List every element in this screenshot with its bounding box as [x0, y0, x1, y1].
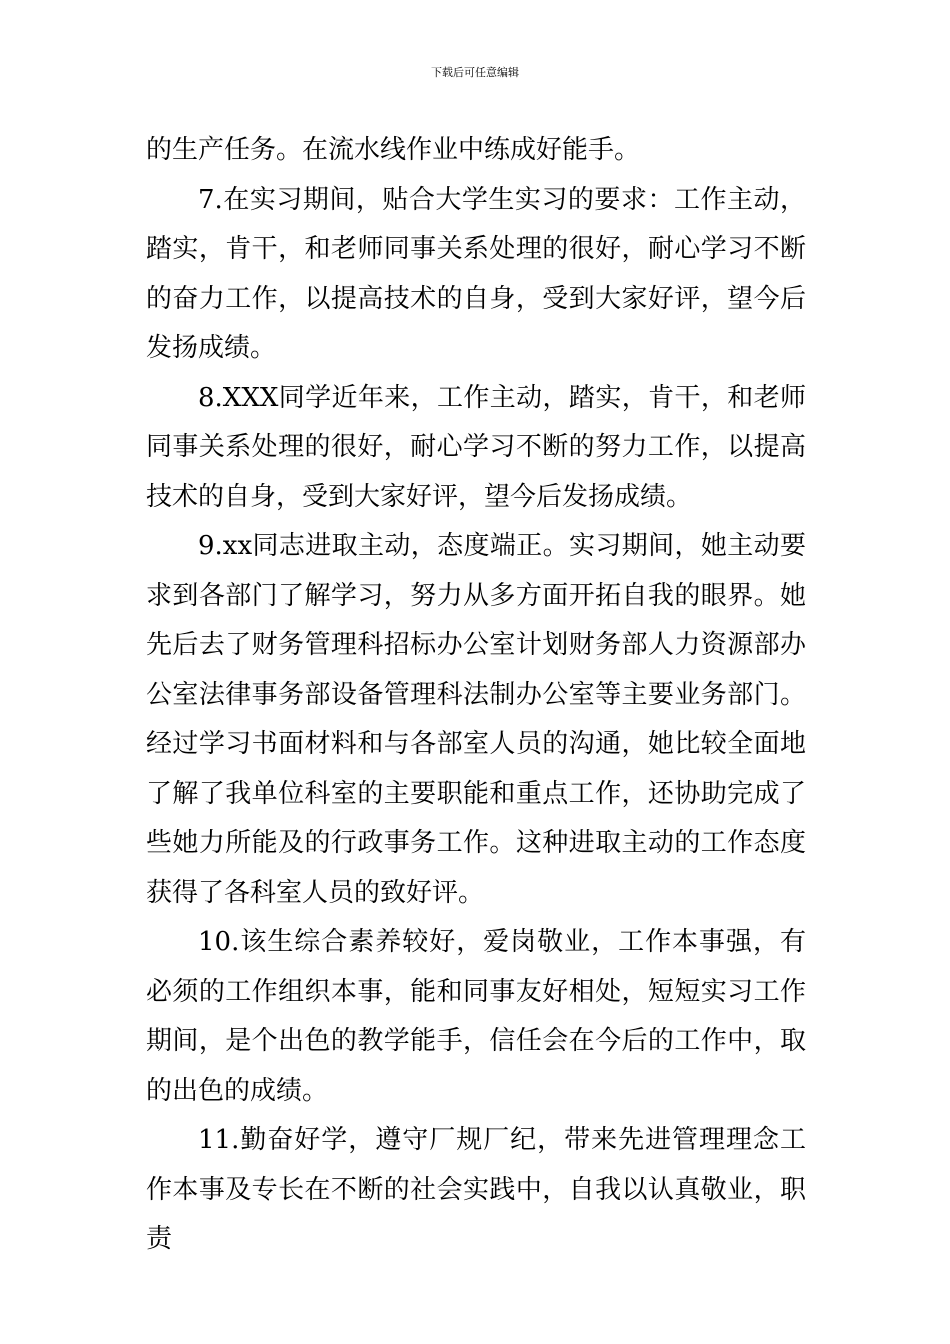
paragraph-item-11: 11.勤奋好学，遵守厂规厂纪，带来先进管理理念工作本事及专长在不断的社会实践中，自我以认真敬业，职责 — [146, 1125, 806, 1254]
document-body — [146, 126, 806, 1265]
paragraph-item-10: 10.该生综合素养较好，爱岗敬业，工作本事强，有必须的工作组织本事，能和同事友好相处，短短实习工作期间，是个出色的教学能手，信任会在今后的工作中，取的出色的成绩。 — [146, 927, 806, 1106]
paragraph-item-8: 8.XXX同学近年来，工作主动，踏实，肯干，和老师同事关系处理的很好，耐心学习不断的努力工作，以提高技术的自身，受到大家好评，望今后发扬成绩。 — [146, 382, 806, 512]
page-header-note: 下载后可任意编辑 — [431, 66, 519, 79]
paragraph-item-9: 9.xx同志进取主动，态度端正。实习期间，她主动要求到各部门了解学习，努力从多方面开拓自我的眼界。她先后去了财务管理科招标办公室计划财务部人力资源部办公室法律事务部设备管理科法制办公室等主要业务部门。经过学习书面材料和与各部室人员的沟通，她比较全面地了解了我单位科室的主要职能和重点工作，还协助完成了些她力所能及的行政事务工作。这种进取主动的工作态度获得了各科室人员的致好评。 — [146, 531, 806, 908]
paragraph-continuation: 的生产任务。在流水线作业中练成好能手。 — [146, 135, 641, 165]
paragraph-item-7: 7.在实习期间，贴合大学生实习的要求：工作主动，踏实，肯干，和老师同事关系处理的很好，耐心学习不断的奋力工作，以提高技术的自身，受到大家好评，望今后发扬成绩。 — [146, 184, 806, 363]
